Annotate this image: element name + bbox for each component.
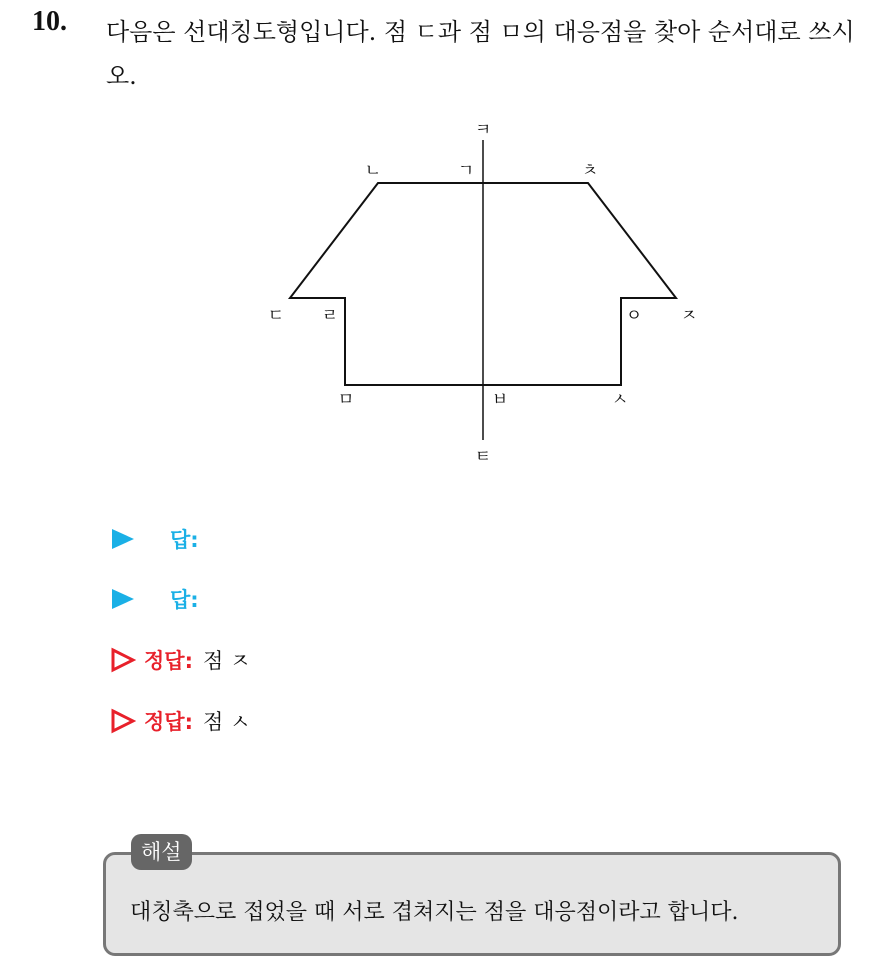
explanation-text: 대칭축으로 접었을 때 서로 겹쳐지는 점을 대응점이라고 합니다. bbox=[130, 900, 739, 925]
outline-triangle-icon bbox=[110, 647, 136, 673]
correct-label: 정답: bbox=[144, 710, 193, 734]
correct-value: 점 ㅅ bbox=[202, 710, 251, 734]
explanation-tag: 해설 bbox=[131, 834, 192, 870]
label-n: ㄴ bbox=[364, 161, 382, 181]
answer-row-1 bbox=[110, 522, 209, 556]
label-j: ㅈ bbox=[680, 306, 698, 326]
correct-value: 점 ㅈ bbox=[202, 649, 251, 673]
label-s: ㅅ bbox=[611, 390, 629, 410]
label-axis-top: ㅋ bbox=[474, 120, 492, 140]
question-text: 다음은 선대칭도형입니다. 점 ㄷ과 점 ㅁ의 대응점을 찾아 순서대로 쓰시오. bbox=[106, 18, 855, 90]
outline-triangle-icon bbox=[110, 708, 136, 734]
label-b: ㅂ bbox=[491, 390, 509, 410]
label-g: ㄱ bbox=[457, 161, 475, 181]
filled-triangle-icon bbox=[110, 586, 136, 612]
label-ch: ㅊ bbox=[581, 161, 599, 181]
explanation-box bbox=[103, 852, 841, 956]
correct-row-2 bbox=[110, 704, 250, 738]
answer-label: 답: bbox=[170, 588, 199, 612]
label-axis-bottom: ㅌ bbox=[474, 447, 492, 467]
answer-row-2 bbox=[110, 582, 209, 616]
answer-label: 답: bbox=[170, 528, 199, 552]
label-o: ㅇ bbox=[625, 306, 643, 326]
label-r: ㄹ bbox=[321, 306, 339, 326]
correct-label: 정답: bbox=[144, 649, 193, 673]
label-m: ㅁ bbox=[337, 390, 355, 410]
label-d: ㄷ bbox=[267, 306, 285, 326]
correct-row-1 bbox=[110, 643, 250, 677]
filled-triangle-icon bbox=[110, 526, 136, 552]
question-number: 10. bbox=[32, 6, 67, 37]
symmetric-figure bbox=[0, 0, 884, 480]
